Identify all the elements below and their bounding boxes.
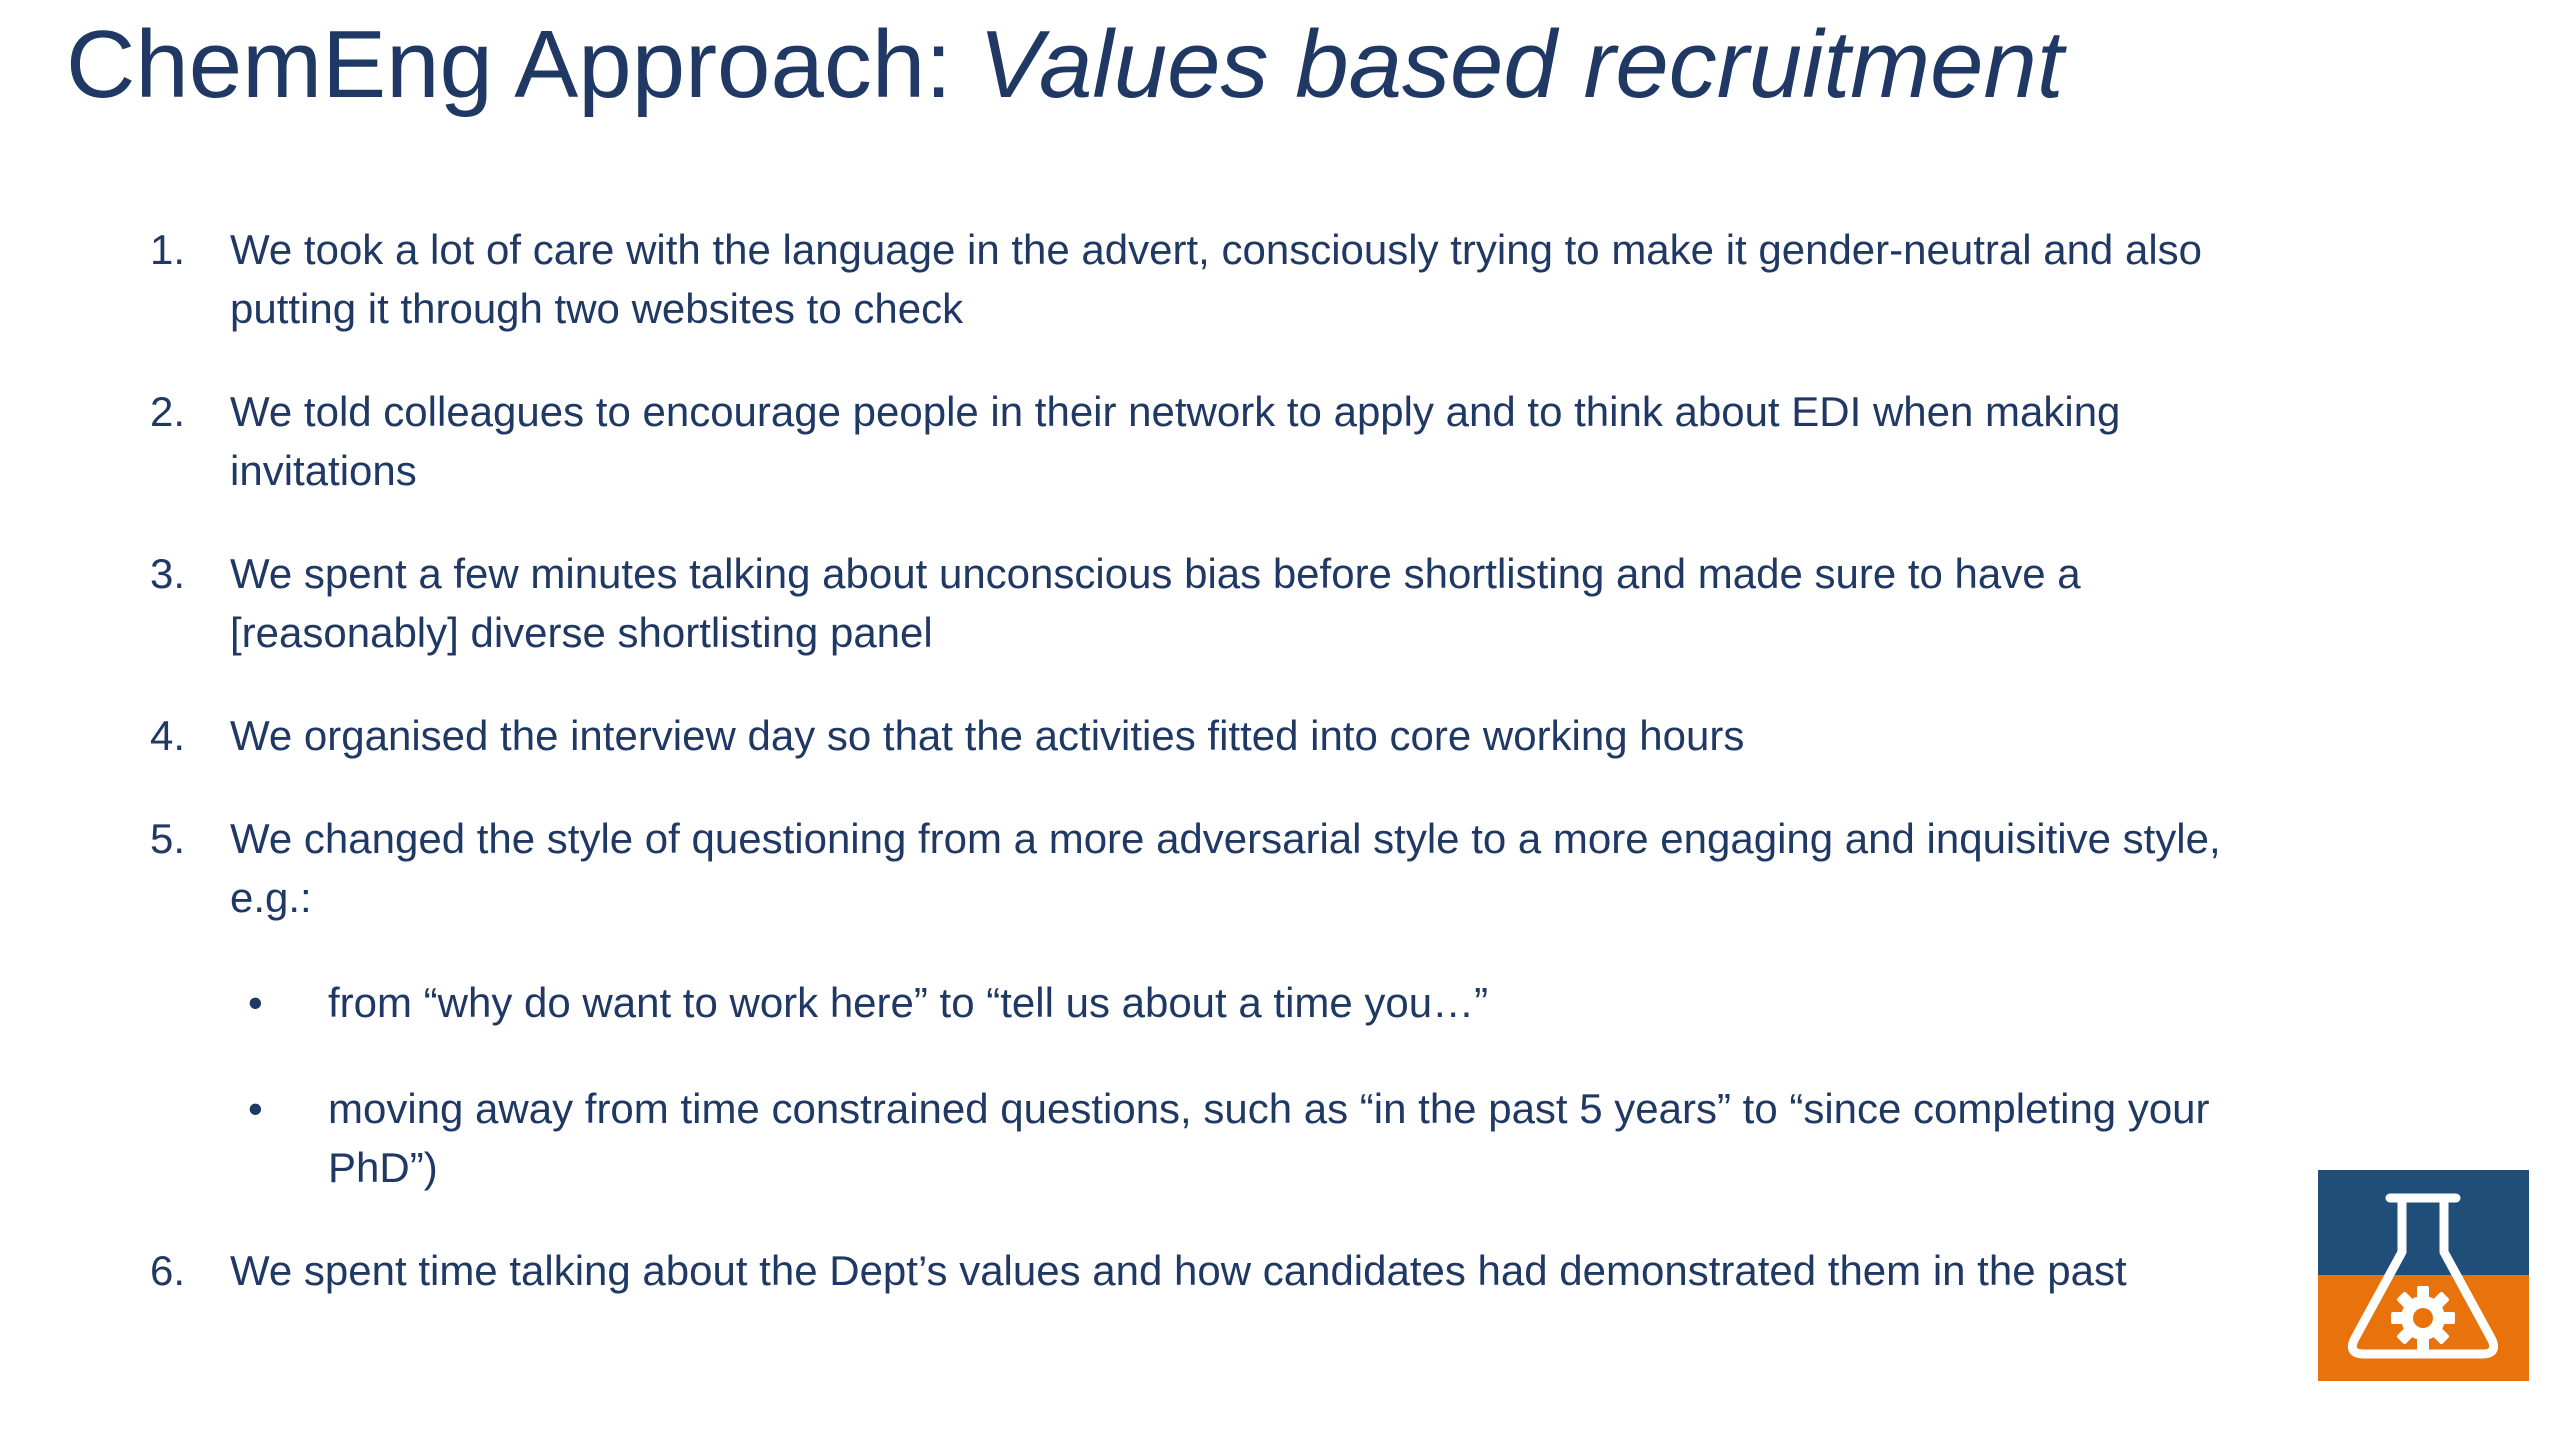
list-item — [150, 220, 2280, 338]
logo-top-band — [2318, 1170, 2529, 1275]
item-text: We spent a few minutes talking about unconscious bias before shortlisting and made sure to have a [reasonably] diverse shortlisting panel — [230, 550, 2081, 656]
numbered-list — [150, 220, 2280, 1344]
item-text: We spent time talking about the Dept’s values and how candidates had demonstrated them in the past — [230, 1247, 2127, 1294]
title-plain: ChemEng Approach: — [66, 11, 979, 118]
department-logo — [2318, 1170, 2529, 1381]
bullet-item — [230, 973, 2280, 1032]
list-item — [150, 544, 2280, 662]
gear-icon — [2391, 1286, 2455, 1350]
item-text: We took a lot of care with the language in the advert, consciously trying to make it gender-neutral and also putting it through two websites to check — [230, 226, 2203, 332]
bullet-text: moving away from time constrained questions, such as “in the past 5 years” to “since completing your PhD”) — [328, 1085, 2210, 1191]
bullet-mark: • — [248, 1085, 263, 1132]
list-item — [150, 809, 2280, 1197]
bullet-item — [230, 1079, 2280, 1197]
list-item — [150, 706, 2280, 765]
item-text: We organised the interview day so that the activities fitted into core working hours — [230, 712, 1745, 759]
item-number: 6. — [150, 1247, 186, 1294]
item-number: 1. — [150, 226, 186, 273]
item-number: 5. — [150, 815, 186, 862]
item-text: We changed the style of questioning from a more adversarial style to a more engaging and inquisitive style, e.g.: — [230, 815, 2221, 921]
item-text: We told colleagues to encourage people in their network to apply and to think about EDI when making invitations — [230, 388, 2121, 494]
bullet-text: from “why do want to work here” to “tell us about a time you…” — [328, 979, 1489, 1026]
item-number: 4. — [150, 712, 186, 759]
title-italic: Values based recruitment — [978, 11, 2064, 118]
list-item — [150, 382, 2280, 500]
list-item — [150, 1241, 2280, 1300]
bullet-list — [230, 973, 2280, 1197]
flask-gear-icon — [2318, 1170, 2529, 1381]
item-number: 2. — [150, 388, 186, 435]
slide-title — [66, 10, 2064, 120]
bullet-mark: • — [248, 979, 263, 1026]
item-number: 3. — [150, 550, 186, 597]
